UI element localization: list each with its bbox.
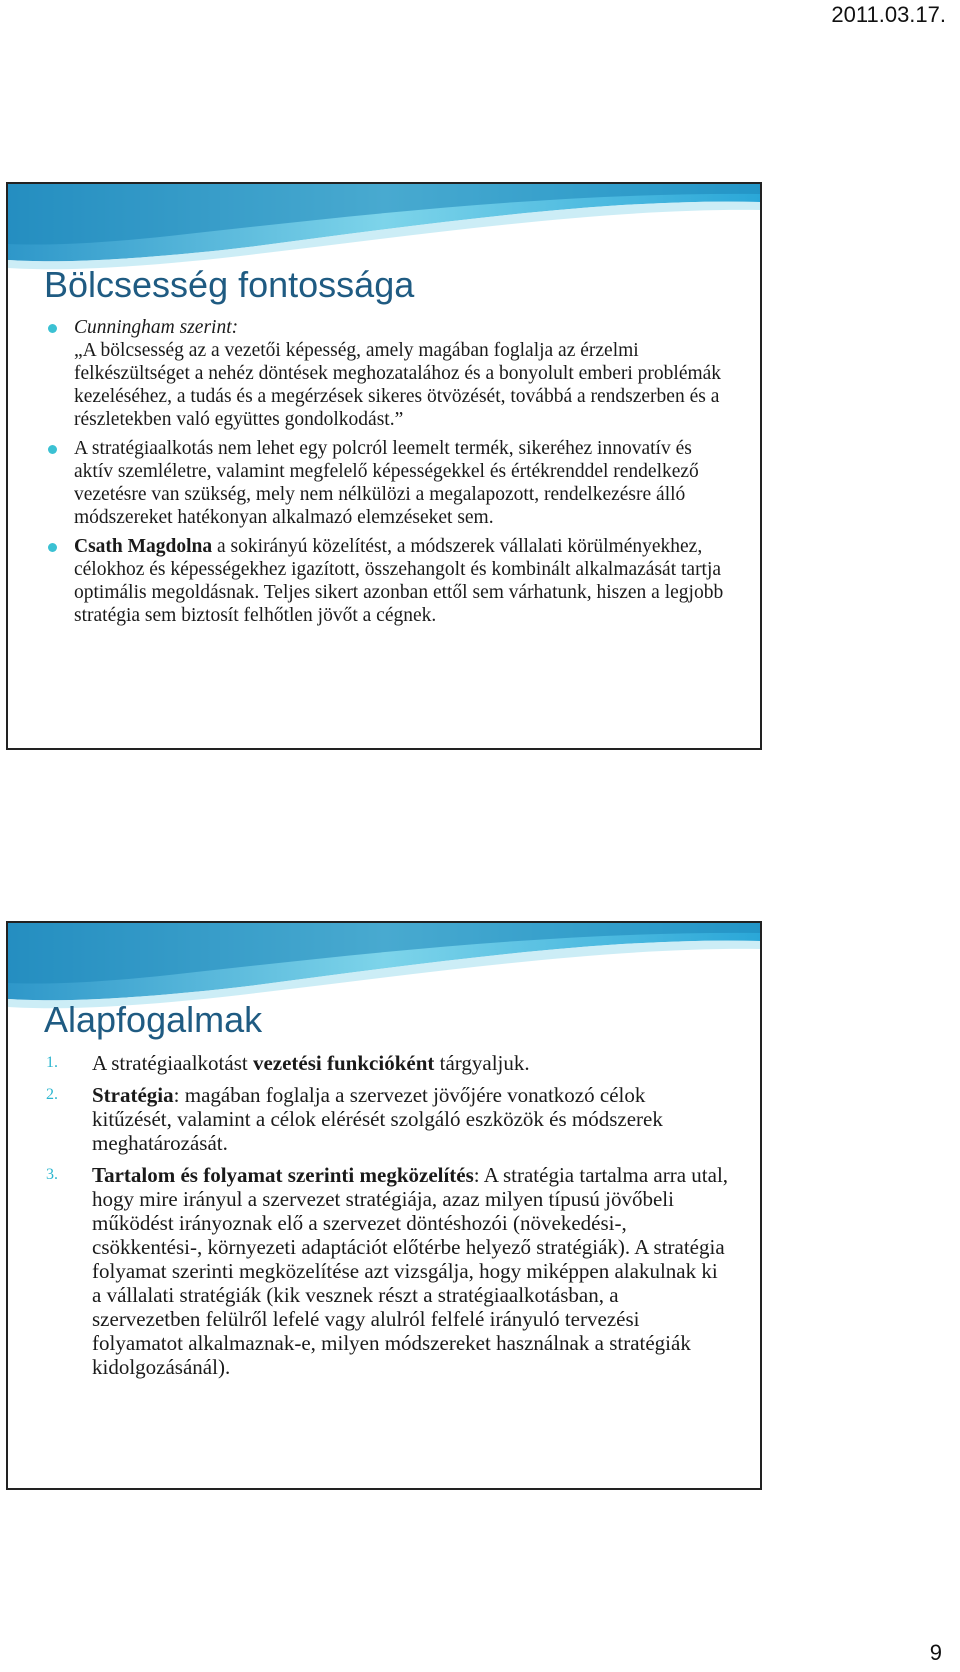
item-text: A stratégiaalkotást xyxy=(92,1051,253,1075)
item-text: A stratégiaalkotás nem lehet egy polcról leemelt termék, sikeréhez innovatív és aktív szemléletre, valamint megfelelő képességekkel és értékrenddel rendelkező vezetésre van szükség, mely nem nélkülözi a megalapozott, rendelkezésre álló módszereket hatékonyan alkalmazó elemzéseket sem. xyxy=(74,438,699,528)
item-bold-term: Stratégia xyxy=(92,1083,174,1107)
item-label: Cunningham szerint: xyxy=(74,317,239,338)
bullet-icon xyxy=(48,445,57,454)
list-item xyxy=(44,437,730,529)
slide-alapfogalmak xyxy=(6,921,762,1490)
list-item xyxy=(44,316,730,431)
item-bold-name: Csath Magdolna xyxy=(74,536,213,557)
item-text: a sokirányú közelítést, a módszerek vállalati körülményekhez, célokhoz és képességekhez igazított, összehangolt és kombinált alkalmazását tartja optimális megoldásnak. Teljes sikert azonban ettől sem várhatunk, hiszen a legjobb stratégia sem biztosít felhőtlen jövőt a cégnek. xyxy=(74,536,724,626)
item-text: : A stratégia tartalma arra utal, hogy mire irányul a szervezet stratégiája, azaz milyen típusú jövőbeli működést irányoznak elő a szervezet döntéshozói (növekedési-, csökkentési-, környezeti adaptációt előtérbe helyező stratégiák). A stratégia folyamat szerinti megközelítése azt vizsgálja, hogy miképpen alakulnak ki a vállalati stratégiák (kik vesznek részt a stratégiaalkotásban, a szervezetben felülről lefelé vagy alulról felfelé irányuló tervezési folyamatot alkalmaznak-e, milyen módszereket használnak a stratégiák kidolgozásánál). xyxy=(92,1163,729,1379)
bullet-icon xyxy=(48,543,57,552)
slide-bolcsesseg xyxy=(6,182,762,750)
item-text: : magában foglalja a szervezet jövőjére vonatkozó célok kitűzését, valamint a célok elérését szolgáló eszközök és módszerek meghatározását. xyxy=(92,1083,663,1155)
slide-body xyxy=(44,316,730,633)
slide-body xyxy=(44,1051,730,1387)
item-bold-term: Tartalom és folyamat szerinti megközelítés xyxy=(92,1163,474,1187)
numbered-item xyxy=(44,1083,730,1155)
slide-title: Alapfogalmak xyxy=(44,999,263,1040)
item-number: 1. xyxy=(46,1054,58,1071)
item-number: 2. xyxy=(46,1086,58,1103)
quote-text: „A bölcsesség az a vezetői képesség, amely magában foglalja az érzelmi felkészültséget a nehéz döntések meghozatalához és a bonyolult emberi problémák kezeléséhez, a tudás és a megérzések sikeres ötvözését, továbbá a rendszerben és a részletekben való együttes gondolkodást.” xyxy=(74,340,722,430)
item-text: tárgyaljuk. xyxy=(434,1051,530,1075)
bullet-icon xyxy=(48,324,57,333)
item-bold-term: vezetési funkcióként xyxy=(252,1051,435,1075)
slide-title: Bölcsesség fontossága xyxy=(44,264,415,305)
numbered-item xyxy=(44,1051,730,1075)
numbered-item xyxy=(44,1163,730,1379)
print-date: 2011.03.17. xyxy=(831,2,946,27)
item-number: 3. xyxy=(46,1166,58,1183)
list-item xyxy=(44,535,730,627)
page-number: 9 xyxy=(929,1640,942,1665)
